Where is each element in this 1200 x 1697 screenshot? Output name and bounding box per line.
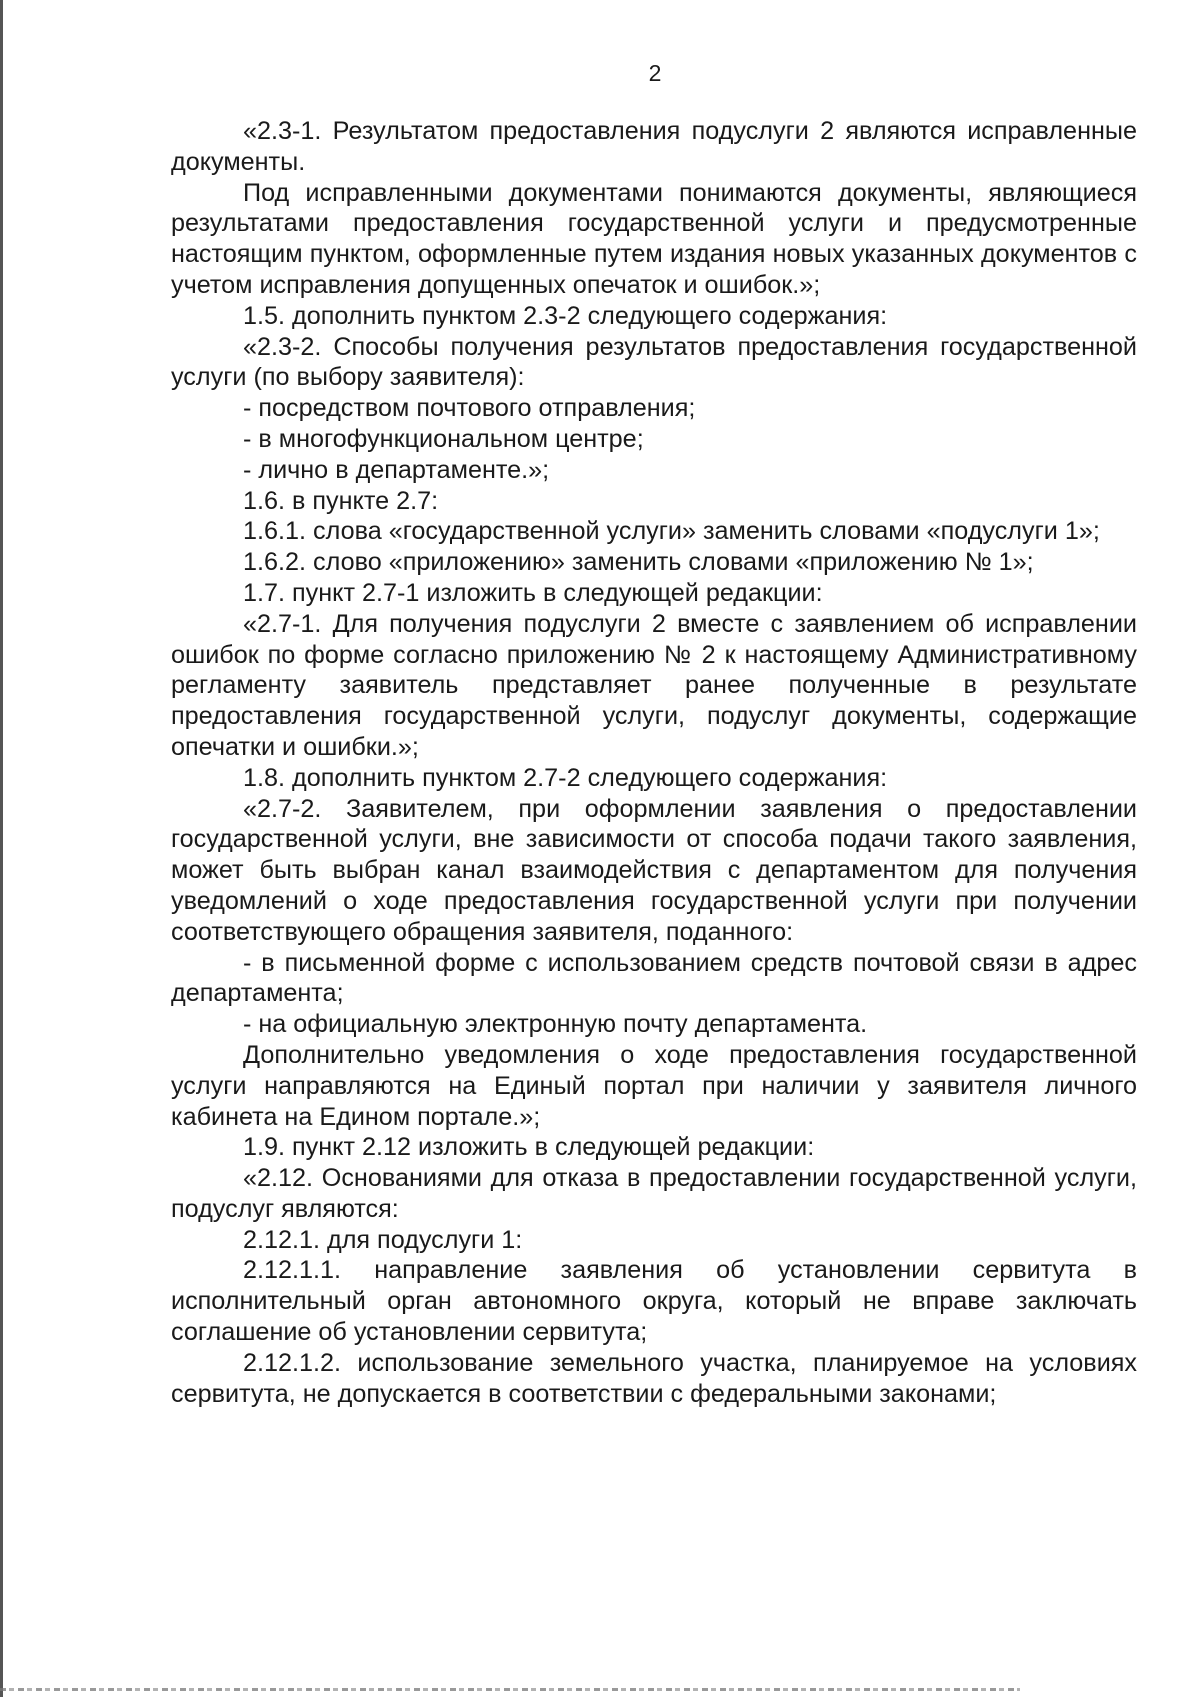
- page-number: 2: [648, 60, 662, 86]
- document-paragraph: «2.12. Основаниями для отказа в предоставлении государственной услуги, подуслуг являются:: [171, 1164, 1137, 1223]
- document-paragraph: 2.12.1.1. направление заявления об установлении сервитута в исполнительный орган автономного округа, который не вправе заключать соглашение об установлении сервитута;: [171, 1256, 1137, 1347]
- scan-bottom-edge: [0, 1688, 1020, 1691]
- document-paragraph: - посредством почтового отправления;: [243, 394, 696, 423]
- document-paragraph: «2.3-1. Результатом предоставления подуслуги 2 являются исправленные документы.: [171, 117, 1137, 176]
- document-paragraph: «2.7-1. Для получения подуслуги 2 вместе с заявлением об исправлении ошибок по форме согласно приложению № 2 к настоящему Административному регламенту заявитель представляет ранее полученные в результате предоставления государственной услуги, подуслуг документы, содержащие опечатки и ошибки.»;: [171, 609, 1137, 761]
- document-paragraph: «2.3-2. Способы получения результатов предоставления государственной услуги (по выбору заявителя):: [171, 332, 1137, 392]
- document-paragraph: 2.12.1.2. использование земельного участка, планируемое на условиях сервитута, не допускается в соответствии с федеральными законами;: [171, 1348, 1137, 1408]
- document-paragraph: 1.7. пункт 2.7-1 изложить в следующей редакции:: [243, 578, 823, 607]
- document-paragraph: 2.12.1. для подуслуги 1:: [243, 1225, 523, 1254]
- document-paragraph: 1.8. дополнить пунктом 2.7-2 следующего содержания:: [243, 763, 888, 792]
- document-paragraph: 1.6.1. слова «государственной услуги» заменить словами «подуслуги 1»;: [243, 517, 1100, 546]
- document-paragraph: - лично в департаменте.»;: [243, 455, 550, 484]
- document-paragraph: 1.6.2. слово «приложению» заменить словами «приложению № 1»;: [243, 548, 1034, 577]
- document-paragraph: - в письменной форме с использованием средств почтовой связи в адрес департамента;: [171, 948, 1137, 1008]
- document-paragraph: Под исправленными документами понимаются документы, являющиеся результатами предоставления государственной услуги и предусмотренные настоящим пунктом, оформленные путем издания новых указанных документов с учетом исправления допущенных опечаток и ошибок.»;: [171, 178, 1137, 299]
- document-paragraph: 1.6. в пункте 2.7:: [243, 486, 439, 515]
- document-paragraph: «2.7-2. Заявителем, при оформлении заявления о предоставлении государственной услуги, вне зависимости от способа подачи такого заявления, может быть выбран канал взаимодействия с департаментом для получения уведомлений о ходе предоставления государственной услуги при получении соответствующего обращения заявителя, поданного:: [171, 794, 1137, 946]
- document-paragraph: 1.5. дополнить пунктом 2.3-2 следующего содержания:: [243, 301, 888, 330]
- document-paragraph: - в многофункциональном центре;: [243, 424, 644, 453]
- document-paragraph: Дополнительно уведомления о ходе предоставления государственной услуги направляются на Единый портал при наличии у заявителя личного кабинета на Едином портале.»;: [171, 1040, 1137, 1131]
- document-paragraph: 1.9. пункт 2.12 изложить в следующей редакции:: [243, 1133, 815, 1162]
- document-body: [171, 116, 1137, 1409]
- scan-left-edge: [0, 0, 3, 1697]
- document-paragraph: - на официальную электронную почту департамента.: [243, 1010, 868, 1039]
